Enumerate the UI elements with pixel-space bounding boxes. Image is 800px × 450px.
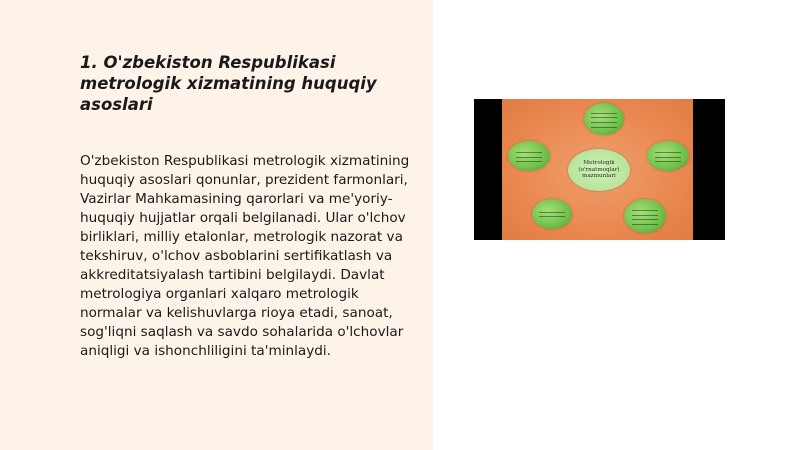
diagram-bubble-bottom-left [532,199,572,229]
slide-title: 1. O'zbekiston Respublikasi metrologik xizmatining huquqiy asoslari [80,53,377,114]
diagram-bubble-bottom-right [624,199,666,233]
diagram-bubble-right [647,141,689,171]
diagram-bubble-left [508,141,550,171]
diagram-center-label: Metrologik (o'rnatmoqlar) mazmunlari [578,160,620,180]
diagram-image [474,99,725,240]
slide-body-text: O'zbekiston Respublikasi metrologik xizmatining huquqiy asoslari qonunlar, prezident farmonlari, Vazirlar Mahkamasining qarorlari va me'yoriy-huquqiy hujjatlar orqali belgilanadi. Ular o'lchov birliklari, milliy etalonlar, metrologik nazorat va tekshiruv, o'lchov asboblarini sertifikatlash va akkreditatsiyalash tartibini belgilaydi. Davlat metrologiya organlari xalqaro metrologik normalar va kelishuvlarga rioya etadi, sanoat, sog'liqni saqlash va savdo sohalarida o'lchovlar aniqligi va ishonchliligini ta'minlaydi. [80,153,410,359]
diagram-bubble-top [584,103,624,135]
diagram-center-bubble [568,149,630,191]
diagram-background [502,99,693,240]
